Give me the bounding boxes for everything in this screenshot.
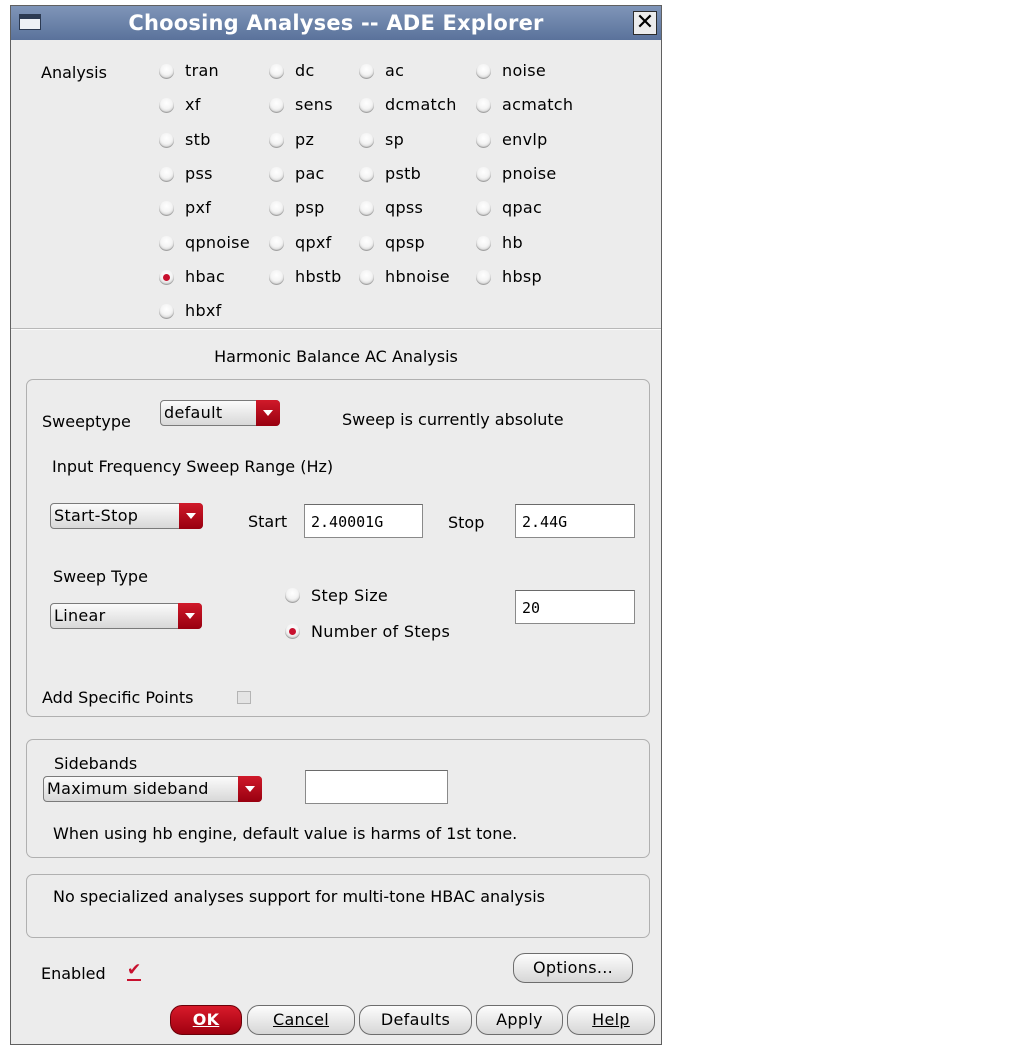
steps-input[interactable]: 20: [515, 590, 635, 624]
analysis-label-qpsp: qpsp: [385, 233, 426, 252]
sweep-type-combo[interactable]: [50, 603, 202, 629]
analysis-radio-envlp[interactable]: [476, 133, 491, 148]
analysis-label-hbxf: hbxf: [185, 301, 222, 320]
sidebands-label: Sidebands: [54, 754, 138, 773]
add-specific-points-checkbox[interactable]: [237, 691, 251, 704]
dropdown-arrow-icon: [238, 776, 262, 802]
analysis-radio-qpsp[interactable]: [359, 236, 374, 251]
analysis-radio-pac[interactable]: [269, 167, 284, 182]
analysis-label-hbsp: hbsp: [502, 267, 542, 286]
specialized-analyses-group: [26, 874, 650, 938]
cancel-button-label: Cancel: [272, 1010, 329, 1029]
analysis-label-pxf: pxf: [185, 198, 212, 217]
options-button[interactable]: Options...: [513, 953, 633, 983]
analysis-radio-xf[interactable]: [159, 98, 174, 113]
analysis-label-ac: ac: [385, 61, 405, 80]
analysis-label-dc: dc: [295, 61, 315, 80]
separator: [11, 328, 661, 330]
analysis-label-pac: pac: [295, 164, 325, 183]
analysis-radio-qpnoise[interactable]: [159, 236, 174, 251]
analysis-radio-hb[interactable]: [476, 236, 491, 251]
analysis-radio-qpss[interactable]: [359, 201, 374, 216]
analysis-radio-sens[interactable]: [269, 98, 284, 113]
analysis-label-pz: pz: [295, 130, 315, 149]
sideband-mode-value: Maximum sideband: [47, 779, 209, 798]
sweep-group: [26, 379, 650, 717]
enabled-label: Enabled: [41, 964, 106, 983]
section-title: Harmonic Balance AC Analysis: [214, 347, 458, 366]
analysis-label-stb: stb: [185, 130, 211, 149]
ok-button-label: OK: [192, 1010, 220, 1029]
analysis-radio-tran[interactable]: [159, 64, 174, 79]
analysis-radio-hbxf[interactable]: [159, 304, 174, 319]
analysis-label-pss: pss: [185, 164, 213, 183]
defaults-button[interactable]: Defaults: [359, 1005, 472, 1035]
sideband-mode-combo[interactable]: [43, 776, 262, 802]
sideband-input[interactable]: [305, 770, 448, 804]
analysis-radio-pstb[interactable]: [359, 167, 374, 182]
help-button[interactable]: [567, 1005, 655, 1035]
sweep-type-label: Sweep Type: [53, 567, 148, 586]
analysis-label-qpss: qpss: [385, 198, 424, 217]
apply-button[interactable]: Apply: [476, 1005, 563, 1035]
analysis-label-envlp: envlp: [502, 130, 548, 149]
analysis-radio-pz[interactable]: [269, 133, 284, 148]
analysis-radio-hbstb[interactable]: [269, 270, 284, 285]
analysis-radio-acmatch[interactable]: [476, 98, 491, 113]
analysis-radio-hbsp[interactable]: [476, 270, 491, 285]
analysis-radio-dcmatch[interactable]: [359, 98, 374, 113]
start-input[interactable]: 2.40001G: [304, 504, 423, 538]
number-of-steps-radio[interactable]: [285, 624, 300, 639]
analysis-radio-noise[interactable]: [476, 64, 491, 79]
analysis-label-hbstb: hbstb: [295, 267, 342, 286]
analysis-radio-psp[interactable]: [269, 201, 284, 216]
analysis-label-sens: sens: [295, 95, 333, 114]
analysis-radio-pxf[interactable]: [159, 201, 174, 216]
analysis-label-xf: xf: [185, 95, 201, 114]
dropdown-arrow-icon: [256, 400, 280, 426]
analysis-radio-qpxf[interactable]: [269, 236, 284, 251]
analysis-label-hb: hb: [502, 233, 523, 252]
range-mode-combo[interactable]: [50, 503, 203, 529]
number-of-steps-label: Number of Steps: [311, 622, 451, 641]
add-specific-points-label: Add Specific Points: [42, 688, 194, 707]
sweep-status: Sweep is currently absolute: [342, 410, 564, 429]
step-size-label: Step Size: [311, 586, 389, 605]
analysis-label-acmatch: acmatch: [502, 95, 574, 114]
analysis-radio-pss[interactable]: [159, 167, 174, 182]
analysis-radio-dc[interactable]: [269, 64, 284, 79]
analysis-label-noise: noise: [502, 61, 547, 80]
analysis-label-qpnoise: qpnoise: [185, 233, 250, 252]
analysis-label-qpxf: qpxf: [295, 233, 332, 252]
analysis-radio-stb[interactable]: [159, 133, 174, 148]
sidebands-group: [26, 739, 650, 858]
analysis-label-pstb: pstb: [385, 164, 422, 183]
cancel-button[interactable]: [247, 1005, 355, 1035]
analysis-label-pnoise: pnoise: [502, 164, 557, 183]
analysis-label-hbac: hbac: [185, 267, 226, 286]
sidebands-note: When using hb engine, default value is harms of 1st tone.: [53, 824, 518, 843]
stop-input[interactable]: 2.44G: [515, 504, 635, 538]
sweep-type-value: Linear: [54, 606, 106, 625]
analysis-label-sp: sp: [385, 130, 405, 149]
analysis-radio-ac[interactable]: [359, 64, 374, 79]
dropdown-arrow-icon: [178, 603, 202, 629]
analysis-radio-pnoise[interactable]: [476, 167, 491, 182]
analysis-label-hbnoise: hbnoise: [385, 267, 450, 286]
specialized-note: No specialized analyses support for multi-tone HBAC analysis: [53, 887, 545, 906]
sweeptype-value: default: [164, 403, 223, 422]
analysis-label-dcmatch: dcmatch: [385, 95, 457, 114]
start-label: Start: [248, 512, 288, 531]
ok-button[interactable]: [170, 1005, 242, 1035]
analysis-radio-sp[interactable]: [359, 133, 374, 148]
sweeptype-combo[interactable]: [160, 400, 280, 426]
choosing-analyses-dialog: [10, 5, 662, 1045]
title-bar[interactable]: [11, 6, 661, 40]
range-label: Input Frequency Sweep Range (Hz): [52, 457, 334, 476]
window-title: Choosing Analyses -- ADE Explorer: [128, 11, 544, 35]
analysis-radio-hbnoise[interactable]: [359, 270, 374, 285]
analysis-label-qpac: qpac: [502, 198, 543, 217]
enabled-checkbox[interactable]: ✔: [127, 960, 142, 980]
analysis-radio-qpac[interactable]: [476, 201, 491, 216]
step-size-radio[interactable]: [285, 588, 300, 603]
close-button[interactable]: ✕: [633, 11, 657, 35]
stop-label: Stop: [448, 513, 485, 532]
sweeptype-label: Sweeptype: [42, 412, 131, 431]
help-button-label: Help: [592, 1010, 630, 1029]
analysis-label: Analysis: [41, 63, 107, 82]
range-mode-value: Start-Stop: [54, 506, 139, 525]
analysis-radio-hbac[interactable]: [159, 270, 174, 285]
dropdown-arrow-icon: [179, 503, 203, 529]
analysis-label-tran: tran: [185, 61, 219, 80]
analysis-label-psp: psp: [295, 198, 325, 217]
